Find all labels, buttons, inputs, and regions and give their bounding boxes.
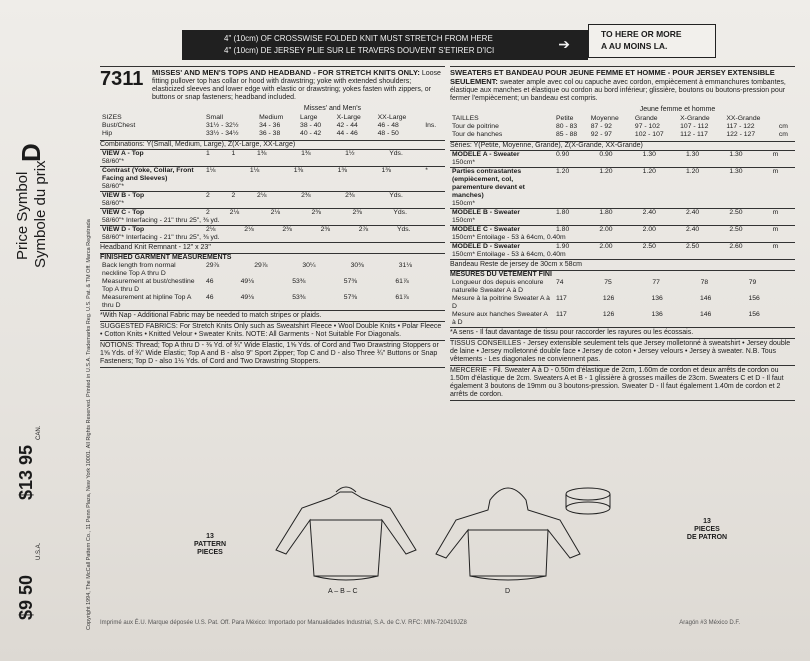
cm-unit: cm: [778, 123, 788, 130]
metrage-value: 2.50: [729, 209, 743, 216]
finished-measurement-value: 57⅜: [343, 278, 358, 285]
unit: m: [772, 209, 779, 216]
mesure-row: [450, 311, 795, 327]
yardage-value: 2⅛: [244, 226, 254, 233]
mesure-label: Longueur dos depuis encolure naturelle Sweater A à D: [452, 279, 544, 294]
metrage-value: 2.40: [685, 209, 700, 216]
metrage-value: 2.00: [642, 226, 656, 233]
hanches-value: 92 - 97: [590, 131, 612, 138]
finished-measurement-value: 46: [206, 294, 214, 301]
fabric-width: 58/60"*: [102, 200, 125, 207]
banner-line-2: 4" (10cm) DE JERSEY PLIE SUR LE TRAVERS DOUVENT S'ETIRER D'ICI: [224, 46, 495, 55]
price-us-sub: U.S.A.: [36, 542, 42, 560]
finished-measurement-label: Measurement at bust/chestline Top A thru D: [102, 278, 195, 293]
metrage-value: 1.20: [685, 168, 700, 175]
hanches-label: Tour de hanches: [452, 131, 503, 138]
yardage-value: 2⅞: [358, 226, 369, 233]
yardage-value: 1⅛: [206, 167, 216, 174]
yardage-value: 2⅜: [282, 226, 292, 233]
stretch-gauge-banner: [182, 30, 588, 60]
series: Séries: Y(Petite, Moyenne, Grande), Z(X-Grande, XX-Grande): [450, 141, 795, 150]
yardage-value: 2⅜: [301, 192, 311, 199]
size-name: XX-Large: [377, 114, 407, 121]
price-symbol: Price Symbol: [14, 171, 31, 260]
metrage-value: 2.60: [729, 243, 743, 250]
metrage-value: 1.30: [642, 151, 656, 158]
view-name: Contrast (Yoke, Collar, Front Facing and Sleeves): [102, 167, 194, 182]
finished-measurement-row: [100, 262, 445, 278]
metrage-value: 2.00: [599, 226, 613, 233]
mesure-value: 78: [700, 279, 709, 286]
pieces-patron-label: [672, 518, 742, 542]
pattern-pieces-label: [180, 533, 240, 557]
view-row: [100, 208, 445, 225]
ins-unit: Ins.: [425, 122, 437, 129]
metrage-value: 2.50: [685, 243, 700, 250]
metrage-value: 2.40: [642, 209, 656, 216]
mesure-row: [450, 295, 795, 311]
yardage-value: 2⅜: [311, 209, 321, 216]
fabric-width: 58/60"* Interfacing - 21" thru 25", ⅜ yd.: [102, 234, 220, 241]
yardage-value: 1⅜: [293, 167, 304, 174]
unit: m: [772, 168, 779, 175]
size-name: Small: [206, 114, 223, 121]
price-us: $9 50: [16, 574, 36, 620]
metrage-value: 1.80: [556, 226, 570, 233]
mesures-heading: MESURES DU VETEMENT FINI: [450, 270, 795, 279]
mercerie: MERCERIE - Fil. Sweater A à D - 0.50m d'élastique de 2cm, 1.60m de cordon et deux arrêts de cordon ou 1.50m d'élastique de 2cm. Sweaters A et B - 1 glissière à grosses mailles de 23cm. Sweaters C et D - Il faut également 3 boutons de 19mm ou 3 boutons-pression. Sweater D - Il faut également 1.40m de cordon et 2 arrêts de cordon.: [450, 365, 795, 401]
french-description: sweater ample avec col ou capuche avec cordon, empiècement à emmanchures tombantes, élastique aux manches et élastique ou cordon au bord inférieur; glissière, boutons ou boutons-pression pour fermer l'empiècement; un bandeau est compris.: [450, 79, 786, 102]
modele-name: Parties contrastantes (empiècement, col, parementure devant et manches): [452, 168, 525, 199]
poitrine-value: 107 - 112: [680, 123, 709, 130]
mesure-value: 146: [699, 311, 712, 318]
tailles-table: [450, 115, 795, 139]
poitrine-value: 80 - 83: [556, 123, 578, 130]
metrage-value: 1.20: [556, 168, 570, 175]
taille-name: Moyenne: [590, 115, 619, 122]
sketch-abc-label: A – B – C: [328, 588, 358, 595]
mesure-value: 75: [604, 279, 612, 286]
mesure-value: 156: [748, 295, 760, 302]
finished-measurement-value: 29⅞: [254, 262, 268, 269]
price-letter: D: [16, 143, 46, 162]
view-name: VIEW D - Top: [102, 226, 145, 233]
cm-unit: cm: [778, 131, 788, 138]
finished-measurement-value: 31⅛: [398, 262, 412, 269]
hip-value: 36 - 38: [259, 130, 281, 137]
sens-note: *A sens - Il faut davantage de tissu pour raccorder les rayures ou les écossais.: [450, 327, 795, 338]
headband-line: Headband Knit Remnant - 12" x 23": [100, 242, 445, 253]
modele-name: MODELE D - Sweater: [452, 243, 520, 250]
view-row: [100, 191, 445, 208]
poitrine-label: Tour de poitrine: [452, 123, 499, 130]
view-name: VIEW A - Top: [102, 150, 144, 157]
symbole-prix: Symbole du prix: [32, 160, 49, 268]
yardage-value: 2: [206, 192, 210, 199]
yardage-value: 2⅛: [270, 209, 281, 216]
mesure-value: 136: [651, 295, 663, 302]
yardage-value: 1⅛: [249, 167, 260, 174]
finished-measurements: [100, 262, 445, 310]
view-row: [100, 149, 445, 166]
yardage-value: 1⅜: [381, 167, 391, 174]
metrage-value: 1.80: [556, 209, 570, 216]
yardage-value: 1: [231, 150, 236, 157]
yardage-views: [100, 149, 445, 242]
mesure-value: 77: [652, 279, 660, 286]
footer-import: Imprimé aux É.U. Marque déposée U.S. Pat. Off. Para México: Importado por Manualidades Industrial, S.A. de C.V. RFC: MIN-720419JZ8: [100, 620, 467, 626]
finished-measurement-value: 30⅜: [350, 262, 364, 269]
bust-value: 31½ - 32½: [206, 122, 239, 129]
metrage-value: 2.40: [685, 226, 700, 233]
sizes-label: SIZES: [102, 114, 122, 121]
modele-row: [450, 150, 795, 167]
mesure-value: 79: [748, 279, 757, 286]
hanches-value: 85 - 88: [556, 131, 578, 138]
hip-value: 44 - 46: [336, 130, 358, 137]
metrage-value: 2.50: [729, 226, 743, 233]
mesure-value: 146: [699, 295, 712, 302]
hanches-value: 102 - 107: [634, 131, 664, 138]
size-name: Medium: [259, 114, 284, 121]
copyright-line: Copyright 1994, The McCall Pattern Co., 11 Penn Plaza, New York 10001. All Rights Reserved. Printed in U.S.A. Trademarks Reg. U.S. Pat. & TM Off. Marca Registrada: [86, 219, 92, 630]
sketch-headband: [566, 488, 610, 514]
bust-value: 38 - 40: [300, 122, 322, 129]
arrow-right-icon: ➔: [558, 36, 570, 52]
unit: m: [772, 226, 779, 233]
fabric-width: 150cm*: [452, 217, 476, 224]
size-table: [100, 114, 445, 138]
banner-line-1: 4" (10cm) OF CROSSWISE FOLDED KNIT MUST STRETCH FROM HERE: [224, 34, 493, 43]
pattern-number: 7311: [100, 68, 144, 90]
finished-measurement-value: 49⅛: [240, 278, 254, 285]
modele-row: [450, 225, 795, 242]
finished-measurement-value: 53⅜: [292, 278, 306, 285]
modele-row: [450, 208, 795, 225]
french-title: SWEATERS ET BANDEAU POUR JEUNE FEMME ET HOMME - POUR JERSEY EXTENSIBLE SEULEMENT:: [450, 68, 775, 86]
mesure-value: 136: [651, 311, 663, 318]
yardage-value: 1⅜: [257, 150, 267, 157]
view-row: [100, 225, 445, 242]
size-name: X-Large: [336, 114, 361, 121]
unit: Yds.: [389, 150, 403, 157]
unit: Yds.: [389, 192, 403, 199]
metrage-value: 1.30: [685, 151, 700, 158]
modele-row: [450, 167, 795, 208]
hip-value: 48 - 50: [377, 130, 399, 137]
poitrine-value: 87 - 92: [590, 123, 612, 130]
mesures-fini: [450, 279, 795, 327]
bandeau-line: Bandeau Reste de jersey de 30cm x 58cm: [450, 259, 795, 270]
price-column: [6, 143, 96, 650]
nap-note: *With Nap - Additional Fabric may be needed to match stripes or plaids.: [100, 310, 445, 321]
to-here-line-1: TO HERE OR MORE: [601, 29, 682, 39]
price-can-sub: CAN.: [36, 425, 42, 440]
fabric-width: 58/60"* Interfacing - 21" thru 25", ⅜ yd.: [102, 217, 220, 224]
finished-measurement-label: Measurement at hipline Top A thru D: [102, 294, 192, 309]
sketch-view-d: [436, 488, 580, 580]
mesure-row: [450, 279, 795, 295]
yardage-value: 1: [206, 150, 210, 157]
sketch-d-label: D: [505, 588, 511, 595]
mesure-value: 117: [556, 295, 567, 302]
finished-measurement-value: 46: [206, 278, 214, 285]
hanches-value: 112 - 117: [680, 131, 708, 138]
metrage-value: 1.20: [599, 168, 613, 175]
bust-value: 34 - 36: [259, 122, 281, 129]
taille-name: Petite: [556, 115, 574, 122]
finished-measurement-row: [100, 294, 445, 310]
unit: Yds.: [393, 209, 407, 216]
finished-measurement-value: 61⅞: [395, 278, 409, 285]
modele-row: [450, 242, 795, 259]
view-name: VIEW B - Top: [102, 192, 145, 199]
modele-name: MODELE A - Sweater: [452, 151, 520, 158]
unit: Yds.: [396, 226, 411, 233]
bust-value: 46 - 48: [377, 122, 399, 129]
mesure-value: 126: [602, 295, 615, 302]
bust-value: 42 - 44: [336, 122, 358, 129]
hip-value: 40 - 42: [300, 130, 322, 137]
pattern-pieces-text: PATTERN PIECES: [193, 541, 227, 556]
metrage-value: 1.30: [729, 168, 743, 175]
modele-name: MODELE C - Sweater: [452, 226, 520, 233]
notions: NOTIONS: Thread; Top A thru D - ⅜ Yd. of ¾" Wide Elastic, 1⅝ Yds. of Cord and Two Drawstring Stoppers or 1⅝ Yds. of ¾" Wide Elastic; Top A and B - also 9" Sport Zipper; Top C and D - also Three ¾" Buttons or Snap Fasteners; Top D - also 1½ Yds. of Cord and Two Drawstring Stoppers.: [100, 340, 445, 368]
finished-measurement-value: 61⅞: [395, 294, 409, 301]
finished-measurement-value: 57⅜: [343, 294, 358, 301]
sketch-view-abc: [276, 487, 416, 580]
taille-name: XX-Grande: [726, 115, 761, 122]
view-row: [100, 166, 445, 191]
tissus-conseilles: TISSUS CONSEILLES - Jersey extensible seulement tels que Jersey molletonné à sweatshirt • Jersey double de laine • Jersey molletonné double face • Jersey de coton • Jersey velours • Jersey à sweater. N.B. Tous vêtements - Les diagonales ne conviennent pas.: [450, 338, 795, 365]
unit: m: [772, 243, 779, 250]
taille-name: X-Grande: [680, 115, 710, 122]
size-name: Large: [300, 114, 318, 121]
finished-measurement-value: 29⅞: [206, 262, 220, 269]
modele-name: MODELE B - Sweater: [452, 209, 520, 216]
yardage-value: 2⅜: [345, 192, 355, 199]
yardage-value: 2⅛: [229, 209, 240, 216]
metrage-value: 0.90: [599, 151, 613, 158]
fabric-width: 150cm* Entoilage - 53 à 64cm, 0.40m: [452, 234, 566, 241]
view-name: VIEW C - Top: [102, 209, 145, 216]
poitrine-value: 97 - 102: [634, 123, 660, 130]
pattern-pieces-count: 13: [206, 533, 214, 540]
yardage-value: 2⅜: [352, 209, 362, 216]
poitrine-value: 117 - 122: [726, 123, 755, 130]
stretch-gauge-end: [588, 24, 716, 58]
finished-measurement-value: 30¼: [302, 262, 316, 269]
mesure-value: 74: [556, 279, 564, 286]
metrage-value: 1.90: [556, 243, 570, 250]
hanches-value: 122 - 127: [726, 131, 756, 138]
yardage-value: 2⅜: [320, 226, 331, 233]
mesure-value: 126: [602, 311, 615, 318]
pieces-patron-count: 13: [703, 518, 711, 525]
suggested-fabrics: SUGGESTED FABRICS: For Stretch Knits Only such as Sweatshirt Fleece • Wool Double Knits • Polar Fleece • Cotton Knits • Knitted Velour • Sweater Knits. NOTE: All Garments - Not Suitable For Diagonals.: [100, 321, 445, 340]
metrage-value: 0.90: [556, 151, 570, 158]
fabric-width: 58/60"*: [102, 183, 125, 190]
finished-measurement-row: [100, 278, 445, 294]
metrage-value: 2.00: [599, 243, 613, 250]
metrage-value: 1.30: [729, 151, 743, 158]
pattern-description: Loose fitting pullover top has collar or hood with drawstring; yoke with extended shoulders; elasticized sleeves and lower edge with elastic or drawstring; yokes fasten with zippers, or buttons or snap fasteners; headband included.: [152, 70, 441, 101]
fabric-width: 150cm*: [452, 159, 476, 166]
sizes-header: Misses' and Men's: [303, 105, 362, 112]
yardage-value: 2: [231, 192, 236, 199]
metrage-models: [450, 150, 795, 259]
yardage-value: 1⅜: [337, 167, 348, 174]
mesure-label: Mesure à la poitrine Sweater A à D: [452, 295, 550, 310]
footer: [100, 620, 800, 626]
finished-measurement-label: Back length from normal neckline Top A thru D: [102, 262, 176, 277]
to-here-line-2: A AU MOINS LA.: [601, 41, 668, 51]
yardage-value: 2: [206, 209, 210, 216]
mesure-value: 117: [556, 311, 567, 318]
unit: m: [772, 151, 779, 158]
pattern-title: MISSES' AND MEN'S TOPS AND HEADBAND - FOR STRETCH KNITS ONLY:: [152, 68, 420, 77]
unit: *: [425, 167, 428, 174]
mesure-label: Mesure aux hanches Sweater A à D: [452, 311, 548, 326]
footer-address: Aragón #3 México D.F.: [679, 620, 740, 626]
fabric-width: 150cm*: [452, 200, 476, 207]
yardage-value: 1⅜: [301, 150, 311, 157]
pieces-patron-text: PIECES DE PATRON: [686, 526, 728, 541]
english-column: [100, 66, 445, 368]
yardage-value: 2⅛: [257, 192, 267, 199]
tailles-label: TAILLES: [452, 115, 479, 122]
tailles-header: Jeune femme et homme: [639, 106, 716, 113]
metrage-value: 1.80: [599, 209, 613, 216]
yardage-value: 2⅛: [206, 226, 216, 233]
finished-measurement-value: 49⅛: [240, 294, 254, 301]
price-can: $13 95: [16, 444, 36, 500]
mesure-value: 156: [748, 311, 760, 318]
hip-value: 33½ - 34½: [206, 130, 239, 137]
french-column: [450, 66, 795, 401]
metrage-value: 1.20: [642, 168, 656, 175]
finished-measurements-heading: FINISHED GARMENT MEASUREMENTS: [100, 253, 445, 262]
metrage-value: 2.50: [642, 243, 656, 250]
fabric-width: 58/60"*: [102, 158, 125, 165]
fabric-width: 150cm* Entoilage - 53 à 64cm, 0.40m: [452, 251, 566, 258]
finished-measurement-value: 53⅜: [292, 294, 306, 301]
bust-label: Bust/Chest: [102, 122, 136, 129]
hip-label: Hip: [102, 130, 113, 137]
yardage-value: 1½: [345, 150, 355, 157]
taille-name: Grande: [634, 115, 658, 122]
combinations: Combinations: Y(Small, Medium, Large), Z(X-Large, XX-Large): [100, 140, 445, 149]
technical-sketches: [270, 480, 630, 600]
